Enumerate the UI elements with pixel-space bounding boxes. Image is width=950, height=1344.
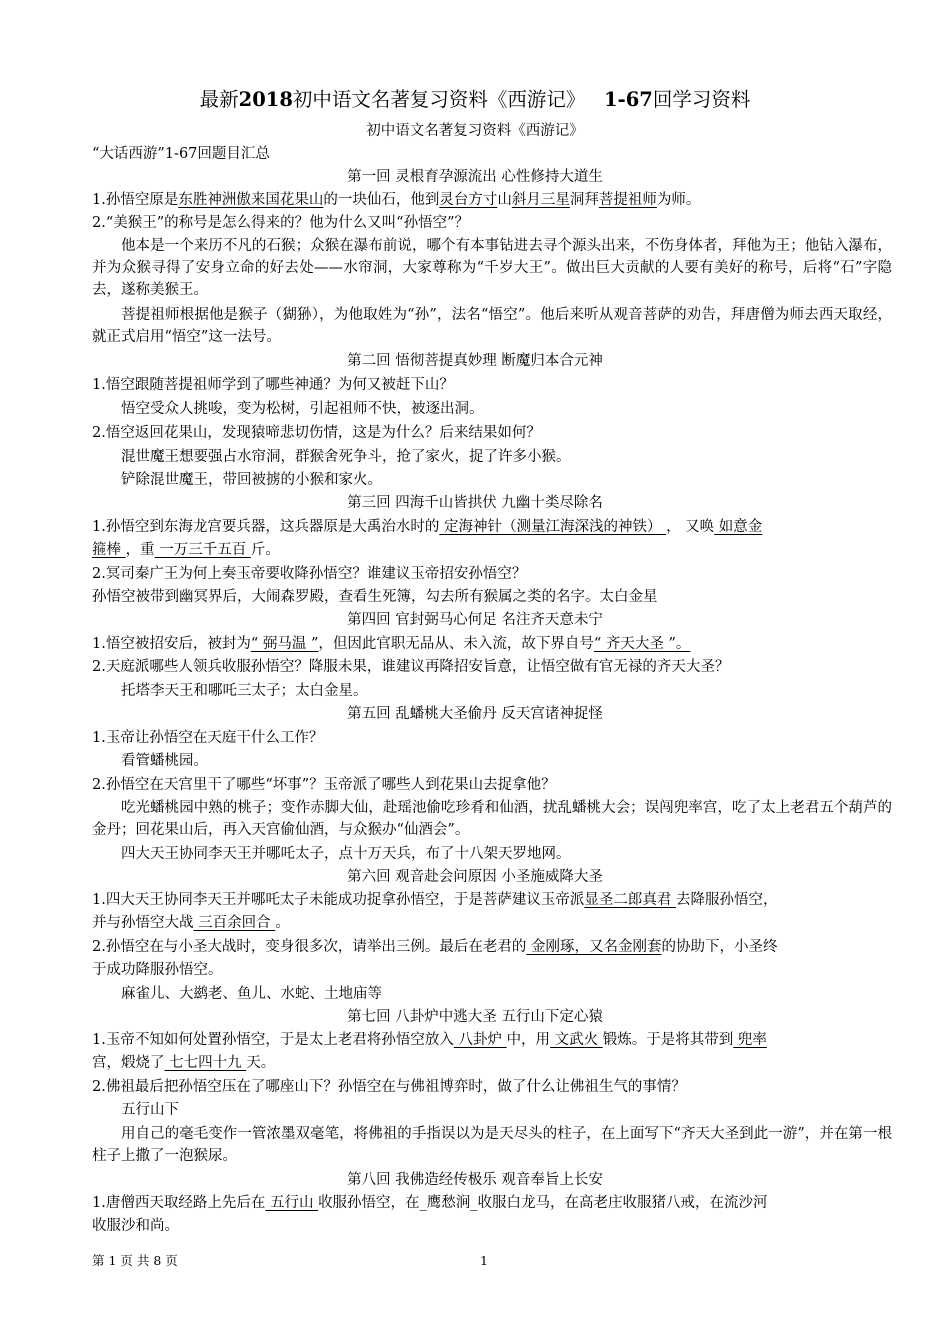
ch3-question-1: 1.孙悟空到东海龙宫要兵器，这兵器原是大禹治水时的 定海神针（测量江海深浅的神铁） ， 又唤 如意金: [92, 519, 763, 535]
ch7-question-1-cont: 宫，煅烧了 七七四十九 天。: [92, 1055, 276, 1071]
ch7-answer-2b: 用自己的毫毛变作一管浓墨双毫笔，将佛祖的手指误以为是天尽头的柱子，在上面写下“齐天大圣到此一游”，并在第一根柱子上撒了一泡猴尿。: [92, 1126, 892, 1164]
chapter-heading-1: 第一回 灵根育孕源流出 心性修持大道生: [347, 169, 603, 185]
document-subtitle: 初中语文名著复习资料《西游记》: [366, 123, 584, 139]
ch2-answer-2b: 铲除混世魔王，带回被掳的小猴和家火。: [121, 472, 382, 488]
answer-blank: 灵台方寸: [439, 192, 498, 208]
chapter-heading-5: 第五回 乱蟠桃大圣偷丹 反天宫诸神捉怪: [347, 706, 603, 722]
answer-blank: 东胜神洲傲来国花果山: [178, 192, 324, 208]
answer-blank: 七七四十九: [164, 1055, 247, 1071]
ch5-answer-1: 看管蟠桃园。: [121, 753, 208, 769]
ch7-answer-2a: 五行山下: [121, 1102, 179, 1118]
ch7-question-2: 2.佛祖最后把孙悟空压在了哪座山下？孙悟空在与佛祖博弈时，做了什么让佛祖生气的事情？: [92, 1079, 686, 1095]
chapter-heading-2: 第二回 悟彻菩提真妙理 断魔归本合元神: [347, 353, 603, 369]
ch8-question-1: 1.唐僧西天取经路上先后在 五行山 收服孙悟空，在_鹰愁涧_收服白龙马，在高老庄收服猪八戒，在流沙河: [92, 1195, 768, 1211]
ch1-answer-2b: 菩提祖师根据他是猴子（猢狲），为他取姓为“孙”，法名“悟空”。他后来听从观音菩萨的劝告，拜唐僧为师去西天取经，就正式启用“悟空”这一法号。: [92, 307, 892, 345]
answer-blank: 箍棒: [92, 542, 126, 558]
page-count-footer: 第 1 页 共 8 页: [92, 1253, 178, 1268]
title-prefix: 最新: [199, 88, 239, 111]
ch7-question-1: 1.玉帝不知如何处置孙悟空，于是太上老君将孙悟空放入 八卦炉 中，用 文武火 锻炼。于是将其带到 兜率: [92, 1032, 767, 1048]
intro-line: “大话西游”1-67回题目汇总: [92, 146, 270, 162]
chapter-heading-4: 第四回 官封弼马心何足 名注齐天意未宁: [347, 612, 603, 628]
chapter-heading-7: 第七回 八卦炉中逃大圣 五行山下定心猿: [347, 1009, 603, 1025]
ch6-question-1: 1.四大天王协同李天王并哪吒太子未能成功捉拿孙悟空，于是菩萨建议玉帝派显圣二郎真君 去降服孙悟空，: [92, 892, 778, 908]
page-number: 1: [480, 1253, 488, 1268]
title-year: 2018: [238, 88, 293, 111]
ch3-question-2: 2.冥司秦广王为何上奏玉帝要收降孙悟空？谁建议玉帝招安孙悟空？: [92, 566, 527, 582]
answer-blank: 兜率: [733, 1032, 767, 1048]
ch4-answer-2: 托塔李天王和哪吒三太子；太白金星。: [121, 683, 368, 699]
answer-blank: 一万三千五百: [154, 542, 251, 558]
ch6-question-1-cont: 并与孙悟空大战 三百余回合 。: [92, 915, 290, 931]
ch3-answer-2: 孙悟空被带到幽冥界后，大闹森罗殿，查看生死簿，勾去所有猴属之类的名字。太白金星: [92, 589, 658, 605]
ch2-question-2: 2.悟空返回花果山，发现猿啼悲切伤情，这是为什么？后来结果如何？: [92, 425, 541, 441]
title-range: 1-67: [604, 88, 653, 111]
ch6-question-2: 2.孙悟空在与小圣大战时，变身很多次，请举出三例。最后在老君的 金刚琢，又名金刚套的协助下，小圣终: [92, 939, 778, 955]
answer-blank: 斜月三星: [511, 192, 570, 208]
ch6-answer-2: 麻雀儿、大鹚老、鱼儿、水蛇、土地庙等: [121, 986, 382, 1002]
ch5-question-2: 2.孙悟空在天宫里干了哪些“坏事”？玉帝派了哪些人到花果山去捉拿他？: [92, 777, 556, 793]
ch5-question-1: 1.玉帝让孙悟空在天庭干什么工作？: [92, 730, 324, 746]
title-main: 初中语文名著复习资料《西游记》: [292, 88, 586, 111]
ch5-answer-2b: 四大天王协同李天王并哪吒太子，点十万天兵，布了十八架天罗地网。: [121, 846, 571, 862]
ch2-question-1: 1.悟空跟随菩提祖师学到了哪些神通？为何又被赶下山？: [92, 377, 454, 393]
answer-blank: 定海神针（测量江海深浅的神铁）: [439, 519, 667, 535]
answer-blank: 如意金: [714, 519, 763, 535]
answer-blank: 文武火: [550, 1032, 603, 1048]
chapter-heading-6: 第六回 观音赴会问原因 小圣施威降大圣: [347, 869, 603, 885]
ch2-answer-2a: 混世魔王想要强占水帘洞，群猴舍死争斗，抢了家火，捉了许多小猴。: [121, 449, 571, 465]
answer-blank: 五行山: [265, 1195, 319, 1211]
ch1-question-1: 1.孙悟空原是东胜神洲傲来国花果山的一块仙石，他到灵台方寸山斜月三星洞拜菩提祖师为师。: [92, 192, 701, 208]
answer-blank: 金刚琢，又名金刚套: [526, 939, 662, 955]
answer-blank: 显圣二郎真君: [584, 892, 676, 908]
ch4-question-1: 1.悟空被招安后，被封为“ 弼马温 ”，但因此官职无品从、未入流，故下界自号“ 齐天大圣 ”。: [92, 636, 691, 652]
chapter-heading-3: 第三回 四海千山皆拱伏 九幽十类尽除名: [347, 495, 603, 511]
ch5-answer-2a: 吃光蟠桃园中熟的桃子；变作赤脚大仙，赴瑶池偷吃珍肴和仙酒，扰乱蟠桃大会；误闯兜率宫，吃了太上老君五个葫芦的金丹；回花果山后，再入天宫偷仙酒，与众猴办“仙酒会”。: [92, 800, 892, 838]
answer-blank: “ 弼马温 ”: [250, 636, 319, 652]
ch8-question-1-cont: 收服沙和尚。: [92, 1218, 179, 1234]
ch3-question-1-cont: 箍棒 ，重 一万三千五百 斤。: [92, 542, 280, 558]
answer-blank: 八卦炉: [453, 1032, 507, 1048]
answer-blank: 三百余回合: [193, 915, 276, 931]
ch2-answer-1: 悟空受众人挑唆，变为松树，引起祖师不快，被逐出洞。: [121, 401, 484, 417]
ch6-question-2-cont: 于成功降服孙悟空。: [92, 962, 223, 978]
ch4-question-2: 2.天庭派哪些人领兵收服孙悟空？降服未果，谁建议再降招安旨意，让悟空做有官无禄的齐天大圣？: [92, 659, 730, 675]
answer-blank: 菩提祖师: [598, 192, 657, 208]
title-suffix: 回学习资料: [652, 88, 751, 111]
ch1-question-2: 2.“美猴王”的称号是怎么得来的？他为什么又叫“孙悟空”？: [92, 215, 469, 231]
chapter-heading-8: 第八回 我佛造经传极乐 观音奉旨上长安: [347, 1172, 603, 1188]
document-title: [0, 86, 950, 114]
ch1-answer-2a: 他本是一个来历不凡的石猴；众猴在瀑布前说，哪个有本事钻进去寻个源头出来，不伤身体者，拜他为王；他钻入瀑布，并为众猴寻得了安身立命的好去处——水帘洞，大家尊称为“千岁大王”。做出巨大贡献的人要有美好的称号，后将“石”字隐去，遂称美猴王。: [92, 238, 892, 298]
answer-blank: “ 齐天大圣 ”。: [593, 636, 691, 652]
